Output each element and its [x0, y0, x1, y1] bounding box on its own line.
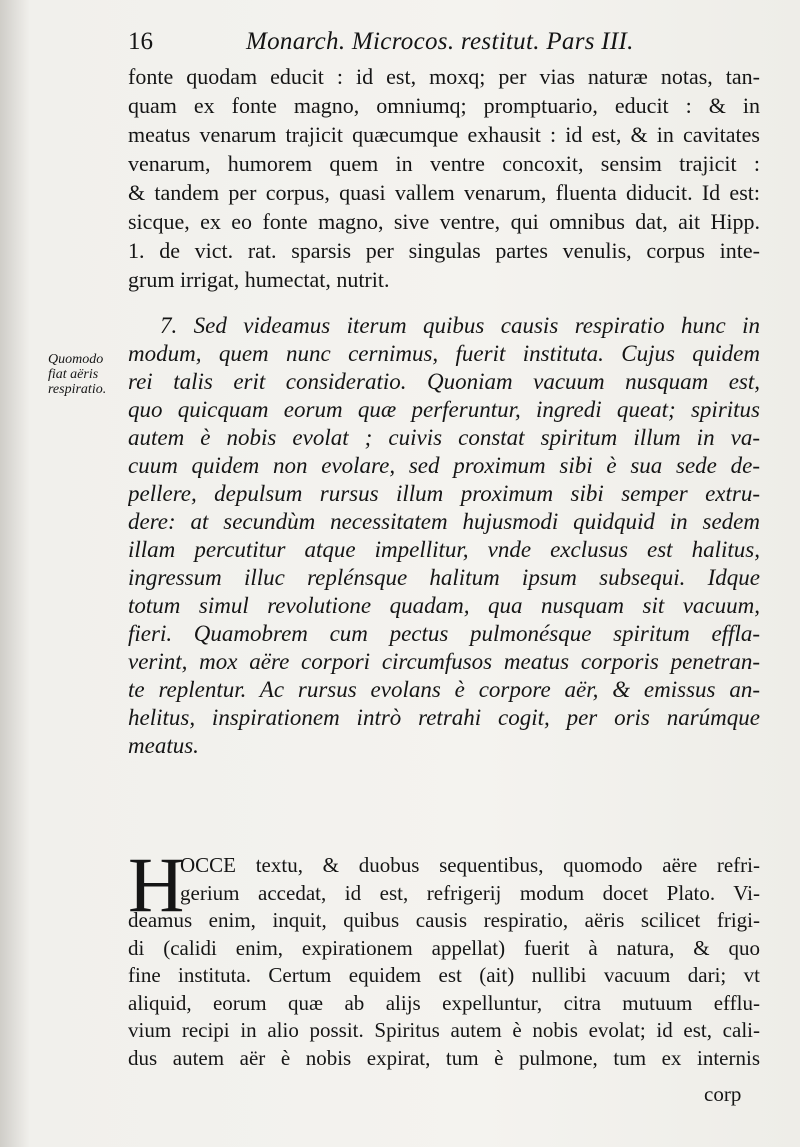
text-line: pellere, depulsum rursus illum proximum sibi semper extru- — [128, 481, 760, 506]
text-line: verint, mox aëre corpori circumfusos meatus corporis penetran- — [128, 649, 760, 674]
text-line: & tandem per corpus, quasi vallem venarum, fluenta diducit. Id est: — [128, 180, 760, 205]
page-header — [128, 28, 768, 60]
text-line: totum simul revolutione quadam, qua nusquam sit vacuum, — [128, 593, 760, 618]
paragraph-hocce — [128, 841, 760, 1072]
text-line: autem è nobis evolat ; cuivis constat spiritum illum in va- — [128, 425, 760, 450]
catchword: corp — [704, 1082, 742, 1106]
text-line: sicque, ex eo fonte magno, sive ventre, qui omnibus dat, ait Hipp. — [128, 209, 760, 234]
drop-cap: H — [128, 841, 185, 928]
text-line: 1. de vict. rat. sparsis per singulas partes venulis, corpus inte- — [128, 238, 760, 263]
text-line: di (calidi enim, expirationem appellat) fuerit à natura, & quo — [128, 935, 760, 960]
paragraph-7 — [128, 312, 760, 760]
text-line: illam percutitur atque impellitur, vnde exclusus est halitus, — [128, 537, 760, 562]
text-line: grum irrigat, humectat, nutrit. — [128, 267, 390, 292]
text-line: quam ex fonte magno, omniumq; promptuario, educit : & in — [128, 93, 760, 118]
text-line: fine instituta. Certum equidem est (ait) nullibi vacuum dari; vt — [128, 963, 760, 987]
text-line: cuum quidem non evolare, sed proximum sibi è sua sede de- — [128, 453, 760, 478]
text-line: venarum, humorem quem in ventre concoxit, sensim trajicit : — [128, 151, 760, 176]
margin-note-line: fiat aëris — [48, 367, 99, 382]
text-line: gerium accedat, id est, refrigerij modum docet Plato. Vi- — [180, 880, 760, 905]
text-line: helitus, inspirationem intrò retrahi cogit, per oris narúmque — [128, 705, 760, 730]
text-line: fieri. Quamobrem cum pectus pulmonésque spiritum effla- — [128, 621, 760, 646]
text-line: modum, quem nunc cernimus, fuerit instituta. Cujus quidem — [128, 341, 760, 366]
text-line: te replentur. Ac rursus evolans è corpore aër, & emissus an- — [128, 677, 760, 702]
text-line: OCCE textu, & duobus sequentibus, quomodo aëre refri- — [180, 853, 760, 877]
paragraph-top — [128, 62, 760, 294]
text-line: 7. Sed videamus iterum quibus causis respiratio hunc in — [160, 313, 760, 338]
text-line: rei talis erit consideratio. Quoniam vacuum nusquam est, — [128, 369, 760, 394]
text-line: meatus. — [128, 733, 199, 758]
text-line: aliquid, eorum quæ ab alijs expelluntur, citra mutuum efflu- — [128, 990, 760, 1015]
text-line: vium recipi in alio possit. Spiritus autem è nobis evolat; id est, cali- — [128, 1018, 760, 1042]
text-line: quo quicquam eorum quæ perferuntur, ingredi queat; spiritus — [128, 397, 760, 422]
margin-note — [48, 352, 128, 397]
text-line: ingressum illuc replénsque halitum ipsum subsequi. Idque — [128, 565, 760, 590]
margin-note-line: respiratio. — [48, 382, 107, 397]
margin-note-line: Quomodo — [48, 352, 104, 367]
page-number: 16 — [128, 28, 153, 55]
text-line: dere: at secundùm necessitatem hujusmodi quidquid in sedem — [128, 509, 760, 534]
text-line: deamus enim, inquit, quibus causis respiratio, aëris scilicet frigi- — [128, 908, 760, 932]
running-head: Monarch. Microcos. restitut. Pars III. — [246, 28, 634, 55]
text-line: fonte quodam educit : id est, moxq; per vias naturæ notas, tan- — [128, 64, 760, 89]
text-line: meatus venarum trajicit quæcumque exhausit : id est, & in cavitates — [128, 122, 760, 147]
text-line: dus autem aër è nobis expirat, tum è pulmone, tum ex internis — [128, 1045, 760, 1070]
